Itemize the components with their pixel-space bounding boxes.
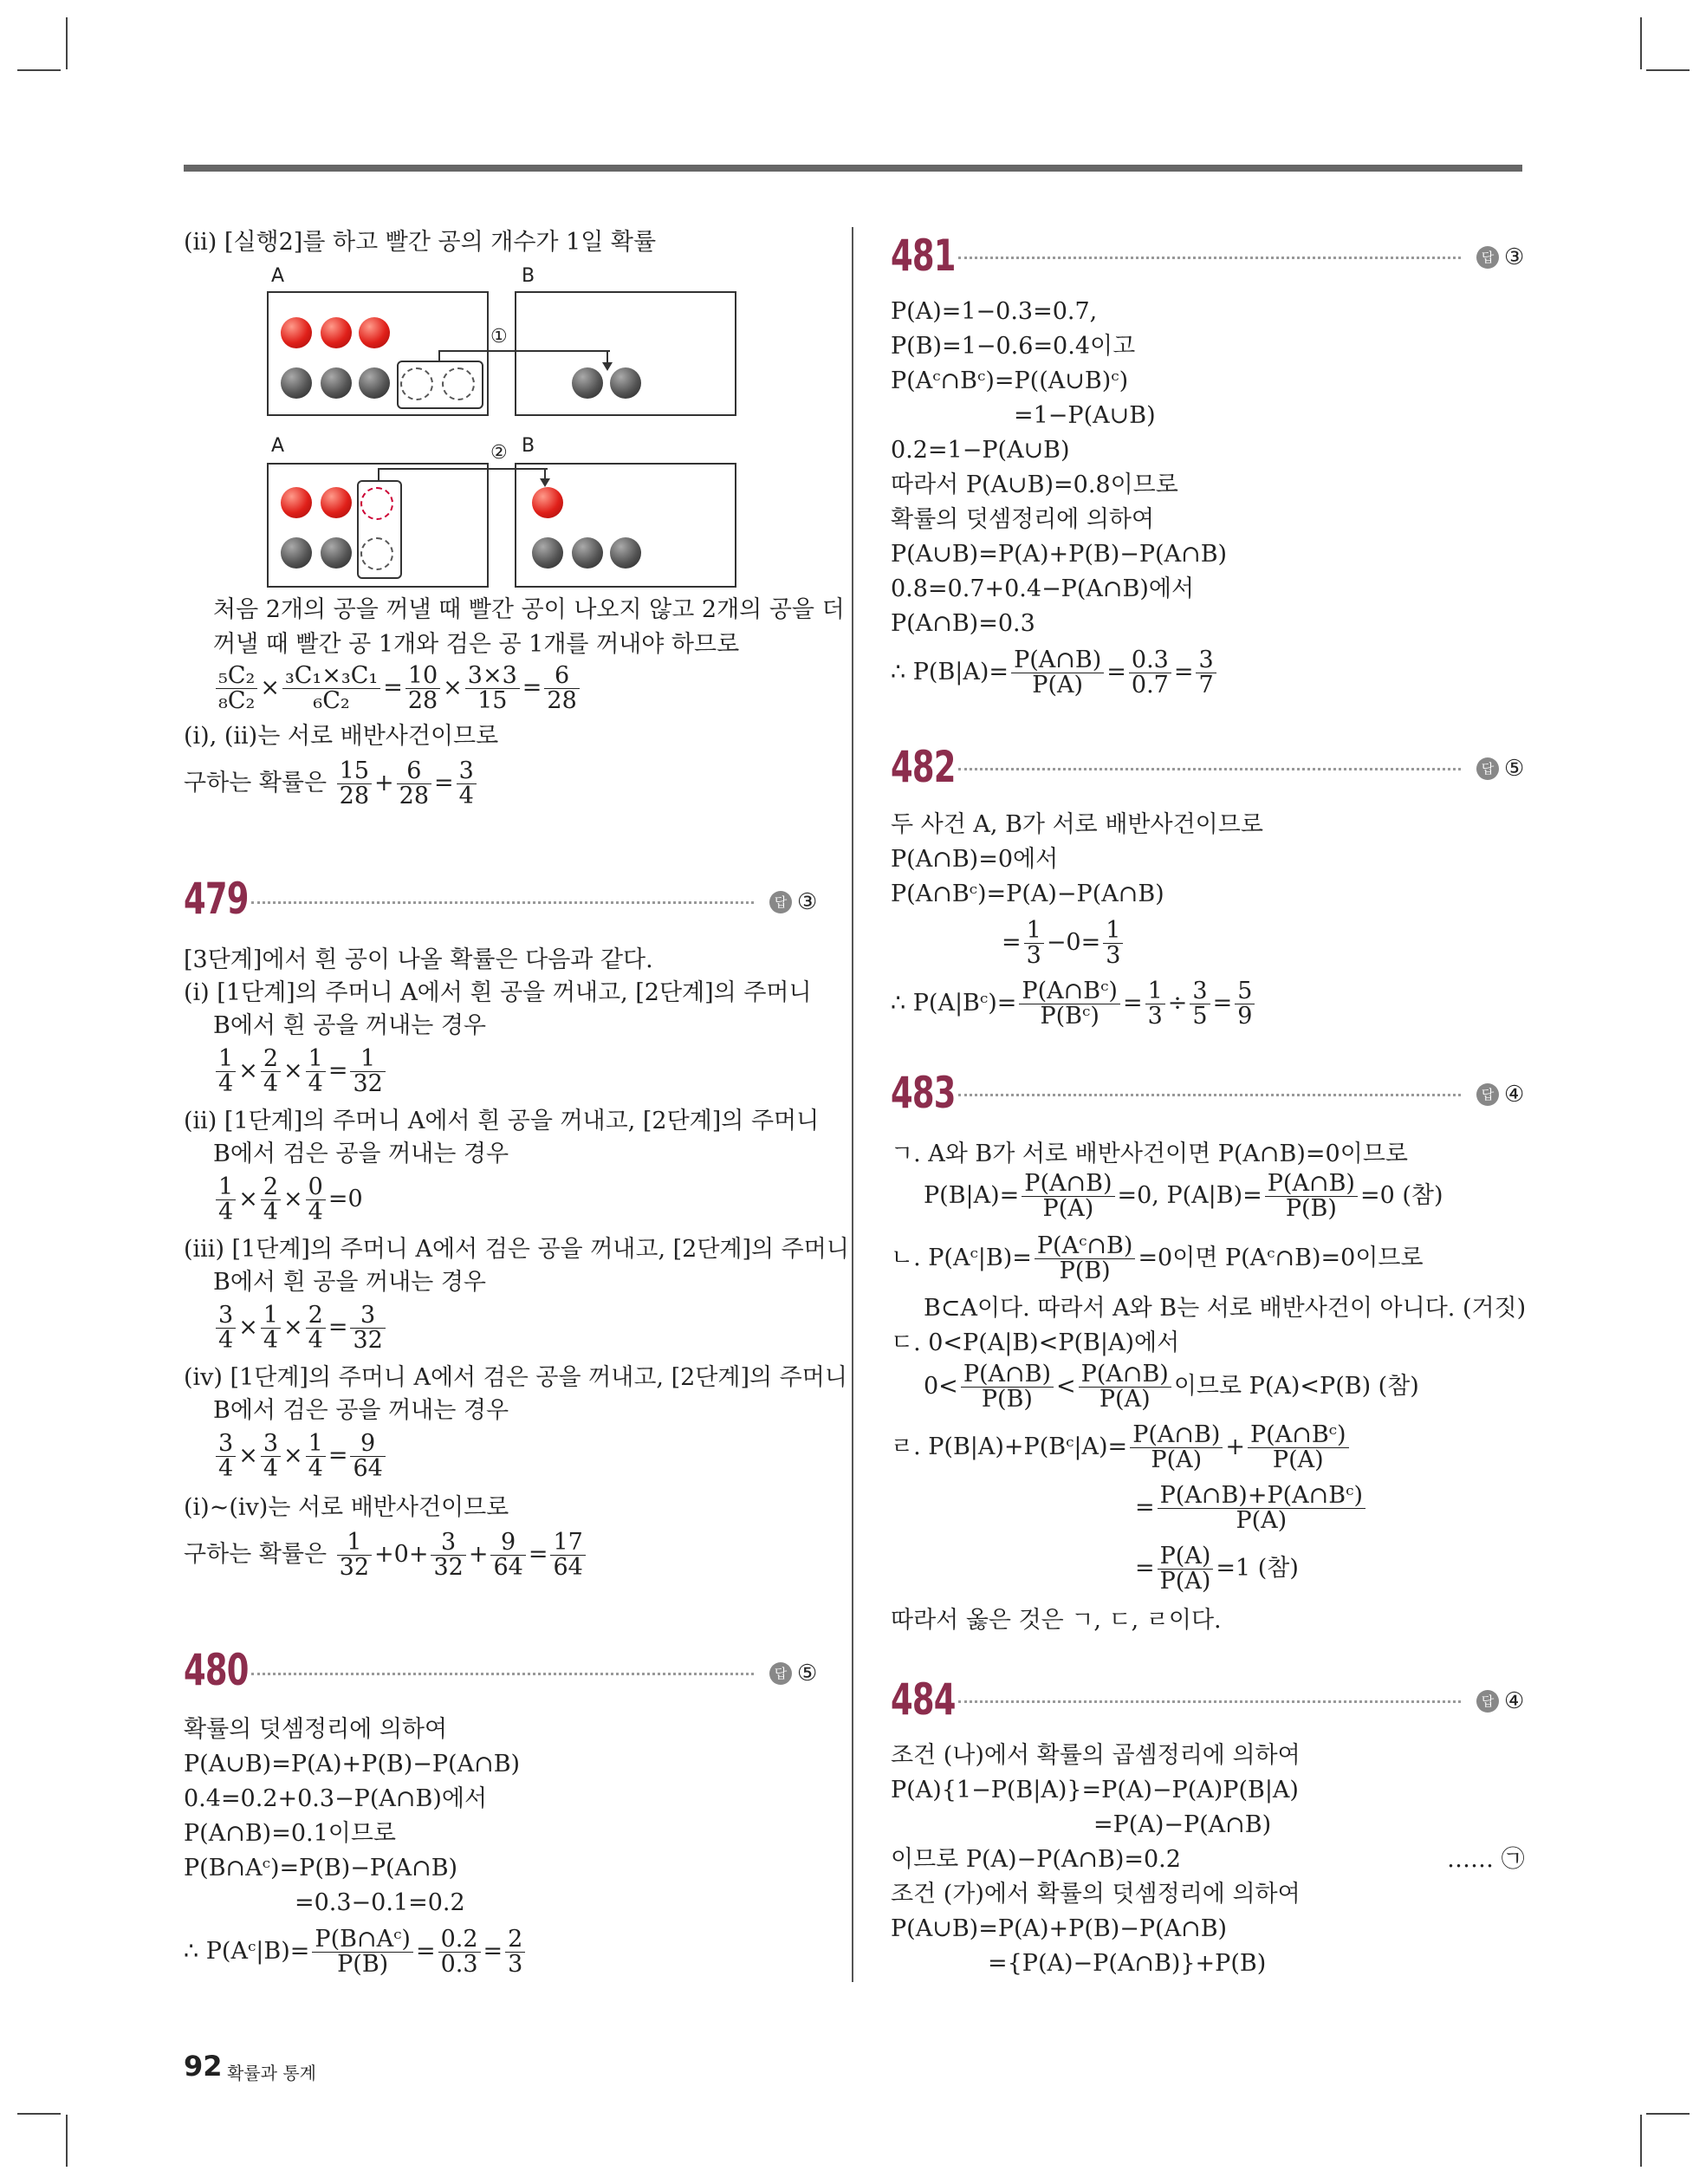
frac-den: 4 xyxy=(263,1199,278,1225)
problem-number-483: 483 xyxy=(891,1068,956,1118)
frac-den: ₈C₂ xyxy=(218,687,256,714)
final-line xyxy=(184,1927,528,1977)
text-line: (ii) [1단계]의 주머니 A에서 흰 공을 꺼내고, [2단계]의 주머니 xyxy=(184,1108,820,1134)
arrow-line xyxy=(438,350,610,362)
frac-num: P(A∩Bᶜ) xyxy=(1019,979,1120,1004)
frac-num: 1 xyxy=(1024,919,1044,944)
frac-den: P(A) xyxy=(1159,1568,1211,1595)
op: = xyxy=(1135,1555,1155,1582)
calc-line: $\frac{3}{4}$ × $\frac{1}{4}$ × $\frac{2}{4}$ = $\frac{3}{32}$ xyxy=(213,1303,388,1353)
frac-num: 3 xyxy=(1190,979,1210,1004)
text-line: P(B)=1−0.6=0.4이고 xyxy=(891,333,1136,360)
op: ÷ xyxy=(1167,990,1188,1017)
frac-den: 4 xyxy=(308,1070,323,1097)
text-line: (i)~(iv)는 서로 배반사건이므로 xyxy=(184,1494,509,1521)
arrow-head xyxy=(540,478,550,487)
op: = xyxy=(383,674,403,701)
op: +0+ xyxy=(374,1541,429,1568)
red-ball xyxy=(532,487,563,518)
black-ball xyxy=(281,537,312,569)
black-ball xyxy=(321,537,352,569)
op: + xyxy=(468,1541,489,1568)
frac-den: 0.7 xyxy=(1131,672,1169,699)
frac-num: 2 xyxy=(505,1927,525,1953)
crop-mark xyxy=(1646,2113,1690,2115)
text-line: 조건 (나)에서 확률의 곱셈정리에 의하여 xyxy=(891,1742,1301,1769)
frac-den: 4 xyxy=(308,1327,323,1354)
column-divider xyxy=(852,227,853,1982)
op: × xyxy=(260,674,280,701)
op: = xyxy=(1173,659,1194,686)
final-line xyxy=(184,1531,588,1580)
empty-red-slot xyxy=(360,487,393,520)
frac-den: ₆C₂ xyxy=(313,687,350,714)
text-line: B에서 검은 공을 꺼내는 경우 xyxy=(213,1141,509,1167)
op: = xyxy=(528,1541,548,1568)
frac-den: P(B) xyxy=(1285,1195,1337,1222)
frac-num: 3 xyxy=(216,1303,236,1329)
answer-484 xyxy=(1476,1688,1524,1714)
value: 0 xyxy=(347,1186,363,1212)
red-ball xyxy=(321,487,352,518)
empty-slot xyxy=(400,367,433,400)
frac-num: 1 xyxy=(1103,919,1123,944)
answer-482 xyxy=(1476,756,1524,782)
problem-number-484: 484 xyxy=(891,1674,956,1725)
text-line: P(A∩B)=0에서 xyxy=(891,846,1059,873)
equation-mark: …… ㉠ xyxy=(1447,1846,1525,1873)
frac-den: 0.3 xyxy=(440,1951,478,1978)
op: = xyxy=(1212,990,1233,1017)
frac-num: 0 xyxy=(306,1175,326,1200)
frac-den: 7 xyxy=(1198,672,1214,699)
page-number: 92 xyxy=(184,2050,223,2083)
frac-den: 28 xyxy=(547,687,577,714)
frac-den: 32 xyxy=(433,1554,464,1581)
text-line: B⊂A이다. 따라서 A와 B는 서로 배반사건이 아니다. (거짓) xyxy=(924,1295,1527,1322)
op: + xyxy=(374,770,394,796)
text-line: P(B∩Aᶜ)=P(B)−P(A∩B) xyxy=(184,1855,458,1882)
text-line: P(A∪B)=P(A)+P(B)−P(A∩B) xyxy=(891,541,1228,568)
leader-dots xyxy=(251,901,754,904)
intro-line: (ii) [실행2]를 하고 빨간 공의 개수가 1일 확률 xyxy=(184,229,657,256)
frac-den: P(Bᶜ) xyxy=(1040,1003,1099,1030)
text-line: P(Aᶜ∩Bᶜ)=P((A∪B)ᶜ) xyxy=(891,367,1129,394)
answer-value: ③ xyxy=(1504,244,1525,270)
frac-den: 4 xyxy=(263,1455,278,1482)
text-line: P(A∩Bᶜ)=P(A)−P(A∩B) xyxy=(891,881,1164,907)
label-b-1: B xyxy=(522,265,535,287)
text-line: P(A∩B)=0.3 xyxy=(891,610,1035,637)
frac-den: P(B) xyxy=(1059,1258,1111,1284)
text-line: B에서 흰 공을 꺼내는 경우 xyxy=(213,1269,486,1296)
frac-num: 5 xyxy=(1235,979,1255,1004)
red-ball xyxy=(281,487,312,518)
frac-den: 3 xyxy=(1026,942,1041,969)
frac-num: 3 xyxy=(350,1303,385,1329)
frac-num: 9 xyxy=(350,1432,385,1457)
crop-mark xyxy=(1640,17,1642,69)
calc-line: $\frac{3}{4}$ × $\frac{3}{4}$ × $\frac{1}{4}$ = $\frac{9}{64}$ xyxy=(213,1432,388,1481)
frac-num: P(A∩B) xyxy=(1022,1172,1114,1197)
frac-num: 6 xyxy=(544,664,579,689)
frac-num: 3 xyxy=(457,759,477,784)
frac-den: 4 xyxy=(308,1455,323,1482)
text-line: 0.2=1−P(A∪B) xyxy=(891,437,1070,464)
frac-num: P(A∩Bᶜ) xyxy=(1248,1423,1349,1448)
frac-den: 32 xyxy=(353,1327,383,1354)
frac-den: 64 xyxy=(353,1455,383,1482)
text-line: =1−P(A∪B) xyxy=(1014,402,1156,429)
arrow-head xyxy=(602,362,613,371)
desc-line: 꺼낼 때 빨간 공 1개와 검은 공 1개를 꺼내야 하므로 xyxy=(213,631,740,658)
problem-number-479: 479 xyxy=(184,874,249,924)
frac-num: 15 xyxy=(337,759,372,784)
text-line: 이므로 P(A)−P(A∩B)=0.2 xyxy=(891,1846,1181,1873)
black-ball xyxy=(610,367,641,399)
answer-value: ③ xyxy=(797,889,818,915)
text-line: P(A∪B)=P(A)+P(B)−P(A∩B) xyxy=(891,1915,1228,1942)
op: =0, P(A|B)= xyxy=(1117,1182,1262,1209)
frac-den: 28 xyxy=(399,783,430,809)
op: = xyxy=(1122,990,1143,1017)
op: + xyxy=(1225,1433,1246,1460)
tail: =0이면 P(Aᶜ∩B)=0이므로 xyxy=(1138,1245,1424,1271)
frac-den: 4 xyxy=(263,1070,278,1097)
calc-line xyxy=(924,1362,1419,1412)
lhs: ㄴ. P(Aᶜ|B)= xyxy=(891,1245,1032,1271)
final-line xyxy=(891,979,1257,1029)
frac-num: 2 xyxy=(261,1175,281,1200)
frac-num: 1 xyxy=(306,1047,326,1072)
text-line: B에서 흰 공을 꺼내는 경우 xyxy=(213,1012,486,1039)
text-line: [3단계]에서 흰 공이 나올 확률은 다음과 같다. xyxy=(184,946,653,973)
frac-den: P(A) xyxy=(1236,1507,1288,1534)
text-line: 조건 (가)에서 확률의 덧셈정리에 의하여 xyxy=(891,1881,1301,1908)
frac-num: 1 xyxy=(350,1047,385,1072)
tail: =0 (참) xyxy=(1359,1182,1443,1209)
leader-dots xyxy=(958,1094,1461,1096)
text-line: 두 사건 A, B가 서로 배반사건이므로 xyxy=(891,811,1263,838)
frac-num: 1 xyxy=(216,1175,236,1200)
frac-num: P(A∩B)+P(A∩Bᶜ) xyxy=(1158,1484,1365,1509)
answer-value: ⑤ xyxy=(797,1661,818,1687)
op: = xyxy=(1135,1494,1155,1521)
frac-den: 4 xyxy=(218,1455,234,1482)
result-label: 구하는 확률은 xyxy=(184,1541,328,1568)
answer-icon: 답 xyxy=(1476,1083,1499,1106)
text-line: 따라서 옳은 것은 ㄱ, ㄷ, ㄹ이다. xyxy=(891,1607,1222,1634)
text-line: P(A∪B)=P(A)+P(B)−P(A∩B) xyxy=(184,1751,521,1778)
lhs: ∴ P(B|A)= xyxy=(891,659,1009,686)
calc-line xyxy=(924,1172,1443,1221)
frac-num: ₃C₁×₃C₁ xyxy=(282,664,380,689)
frac-den: 4 xyxy=(458,783,474,809)
frac-den: P(A) xyxy=(1032,672,1084,699)
calc-line xyxy=(213,664,582,713)
frac-den: 3 xyxy=(508,1951,523,1978)
frac-den: 3 xyxy=(1147,1003,1163,1030)
answer-480 xyxy=(769,1661,817,1687)
frac-num: 0.3 xyxy=(1129,648,1171,673)
red-ball xyxy=(321,317,352,348)
calc-line xyxy=(1135,1544,1299,1594)
problem-number-482: 482 xyxy=(891,742,956,792)
text-line: 0.8=0.7+0.4−P(A∩B)에서 xyxy=(891,575,1195,602)
frac-num: 1 xyxy=(306,1432,326,1457)
frac-num: 2 xyxy=(306,1303,326,1329)
text-line: 따라서 P(A∪B)=0.8이므로 xyxy=(891,471,1178,498)
result-line xyxy=(184,759,479,809)
answer-icon: 답 xyxy=(1476,757,1499,780)
frac-num: 3 xyxy=(216,1432,236,1457)
frac-den: 4 xyxy=(263,1327,278,1354)
crop-mark xyxy=(1640,2115,1642,2167)
op: = xyxy=(1106,659,1126,686)
op: = xyxy=(483,1938,503,1965)
frac-den: 5 xyxy=(1192,1003,1208,1030)
text-line: =0.3−0.1=0.2 xyxy=(295,1889,465,1916)
text-line: (iv) [1단계]의 주머니 A에서 검은 공을 꺼내고, [2단계]의 주머니 xyxy=(184,1364,847,1391)
answer-483 xyxy=(1476,1082,1524,1108)
frac-den: P(B) xyxy=(981,1386,1033,1413)
frac-num: ₅C₂ xyxy=(216,664,257,689)
section-title: 확률과 통계 xyxy=(227,2063,316,2083)
frac-num: 3 xyxy=(1196,648,1216,673)
step-2-marker: ② xyxy=(490,442,508,464)
op: = xyxy=(415,1938,436,1965)
frac-num: 0.2 xyxy=(438,1927,481,1953)
frac-den: P(A) xyxy=(1099,1386,1151,1413)
op: × xyxy=(443,674,463,701)
text-line: P(A∩B)=0.1이므로 xyxy=(184,1820,397,1847)
frac-num: P(Aᶜ∩B) xyxy=(1035,1234,1136,1259)
label-b-2: B xyxy=(522,435,535,457)
red-ball xyxy=(281,317,312,348)
frac-den: 4 xyxy=(308,1199,323,1225)
red-ball xyxy=(359,317,390,348)
frac-den: 28 xyxy=(407,687,438,714)
text-line: 확률의 덧셈정리에 의하여 xyxy=(891,506,1155,533)
empty-slot xyxy=(442,367,475,400)
frac-num: P(A∩B) xyxy=(1130,1423,1223,1448)
lhs: P(B|A)= xyxy=(924,1182,1020,1209)
frac-den: 64 xyxy=(553,1554,583,1581)
text-line: B에서 검은 공을 꺼내는 경우 xyxy=(213,1397,509,1424)
frac-num: 10 xyxy=(405,664,440,689)
frac-den: 9 xyxy=(1237,1003,1253,1030)
op: −0= xyxy=(1046,929,1101,956)
frac-den: 4 xyxy=(218,1199,234,1225)
black-ball xyxy=(359,367,390,399)
frac-den: 3 xyxy=(1106,942,1121,969)
answer-value: ④ xyxy=(1504,1082,1525,1108)
frac-num: 3 xyxy=(261,1432,281,1457)
answer-value: ⑤ xyxy=(1504,756,1525,782)
empty-slot xyxy=(360,537,393,570)
op: < xyxy=(1056,1373,1076,1400)
answer-icon: 답 xyxy=(1476,246,1499,269)
black-ball xyxy=(532,537,563,569)
text-line: P(A)=1−0.3=0.7, xyxy=(891,298,1098,325)
crop-mark xyxy=(66,2115,68,2167)
leader-dots xyxy=(958,768,1461,770)
frac-den: P(A) xyxy=(1042,1195,1094,1222)
leader-dots xyxy=(958,257,1461,259)
problem-number-480: 480 xyxy=(184,1645,249,1695)
calc-line: $\frac{1}{4}$ × $\frac{2}{4}$ × $\frac{0}{4}$ =0 xyxy=(213,1175,363,1225)
frac-num: 17 xyxy=(550,1531,585,1556)
text-line: ㄱ. A와 B가 서로 배반사건이면 P(A∩B)=0이므로 xyxy=(891,1141,1408,1167)
frac-num: 3×3 xyxy=(465,664,520,689)
step-1-marker: ① xyxy=(490,326,508,348)
calc-line xyxy=(891,1234,1424,1284)
lhs: 0< xyxy=(924,1373,958,1400)
label-a-1: A xyxy=(271,265,285,287)
text-line: (i) [1단계]의 주머니 A에서 흰 공을 꺼내고, [2단계]의 주머니 xyxy=(184,979,812,1006)
leader-dots xyxy=(251,1673,754,1675)
frac-num: P(A∩B) xyxy=(961,1362,1054,1388)
frac-num: 6 xyxy=(397,759,431,784)
calc-line xyxy=(1135,1484,1368,1533)
frac-num: 3 xyxy=(431,1531,465,1556)
frac-num: 1 xyxy=(216,1047,236,1072)
text-line: 확률의 덧셈정리에 의하여 xyxy=(184,1716,448,1743)
black-ball xyxy=(321,367,352,399)
frac-den: 32 xyxy=(339,1554,370,1581)
arrow-line xyxy=(378,468,548,482)
lhs: ∴ P(Aᶜ|B)= xyxy=(184,1938,310,1965)
frac-num: P(A∩B) xyxy=(1079,1362,1171,1388)
answer-481 xyxy=(1476,244,1524,270)
leader-dots xyxy=(958,1700,1461,1703)
answer-icon: 답 xyxy=(769,1662,792,1685)
text-line: 0.4=0.2+0.3−P(A∩B)에서 xyxy=(184,1785,488,1812)
black-ball xyxy=(610,537,641,569)
frac-num: P(A) xyxy=(1158,1544,1214,1570)
final-line xyxy=(891,648,1219,698)
lhs: ㄹ. P(B|A)+P(Bᶜ|A)= xyxy=(891,1433,1128,1460)
header-bar xyxy=(184,165,1522,172)
frac-den: P(B) xyxy=(337,1951,389,1978)
text-line: (iii) [1단계]의 주머니 A에서 검은 공을 꺼내고, [2단계]의 주머니 xyxy=(184,1236,849,1263)
frac-den: 4 xyxy=(218,1327,234,1354)
frac-den: 64 xyxy=(493,1554,523,1581)
lhs: ∴ P(A|Bᶜ)= xyxy=(891,990,1017,1017)
frac-num: P(A∩B) xyxy=(1011,648,1104,673)
frac-num: P(A∩B) xyxy=(1265,1172,1358,1197)
result-label: 구하는 확률은 xyxy=(184,770,328,796)
tail: 이므로 P(A)<P(B) (참) xyxy=(1173,1373,1419,1400)
answer-value: ④ xyxy=(1504,1688,1525,1714)
frac-den: 32 xyxy=(353,1070,383,1097)
text-line: P(A){1−P(B|A)}=P(A)−P(A)P(B|A) xyxy=(891,1777,1299,1804)
crop-mark xyxy=(66,17,68,69)
calc-line xyxy=(1002,919,1125,968)
frac-num: 1 xyxy=(1145,979,1165,1004)
text-line: =P(A)−P(A∩B) xyxy=(1093,1811,1272,1838)
crop-mark xyxy=(17,69,61,71)
op: = xyxy=(1002,929,1022,956)
answer-icon: 답 xyxy=(1476,1690,1499,1713)
frac-den: P(A) xyxy=(1272,1446,1324,1473)
desc-line: 처음 2개의 공을 꺼낼 때 빨간 공이 나오지 않고 2개의 공을 더 xyxy=(213,596,845,623)
problem-number-481: 481 xyxy=(891,231,956,281)
black-ball xyxy=(572,367,603,399)
black-ball xyxy=(572,537,603,569)
text-line: ={P(A)−P(A∩B)}+P(B) xyxy=(988,1950,1267,1977)
answer-icon: 답 xyxy=(769,891,792,913)
text-line: ㄷ. 0<P(A|B)<P(B|A)에서 xyxy=(891,1329,1180,1356)
frac-den: P(A) xyxy=(1151,1446,1203,1473)
frac-num: 2 xyxy=(261,1047,281,1072)
answer-479 xyxy=(769,889,817,915)
frac-den: 28 xyxy=(339,783,370,809)
exclusive-line: (i), (ii)는 서로 배반사건이므로 xyxy=(184,723,499,750)
tail: =1 (참) xyxy=(1216,1555,1299,1582)
op: = xyxy=(434,770,454,796)
frac-den: 15 xyxy=(477,687,508,714)
crop-mark xyxy=(17,2113,61,2115)
op: = xyxy=(522,674,542,701)
black-ball xyxy=(281,367,312,399)
frac-num: 1 xyxy=(337,1531,372,1556)
frac-num: 1 xyxy=(261,1303,281,1329)
frac-num: 9 xyxy=(490,1531,525,1556)
frac-den: 4 xyxy=(218,1070,234,1097)
label-a-2: A xyxy=(271,435,285,457)
calc-line xyxy=(891,1423,1352,1472)
crop-mark xyxy=(1646,69,1690,71)
frac-num: P(B∩Aᶜ) xyxy=(312,1927,413,1953)
calc-line: $\frac{1}{4}$ × $\frac{2}{4}$ × $\frac{1}{4}$ = $\frac{1}{32}$ xyxy=(213,1047,388,1096)
